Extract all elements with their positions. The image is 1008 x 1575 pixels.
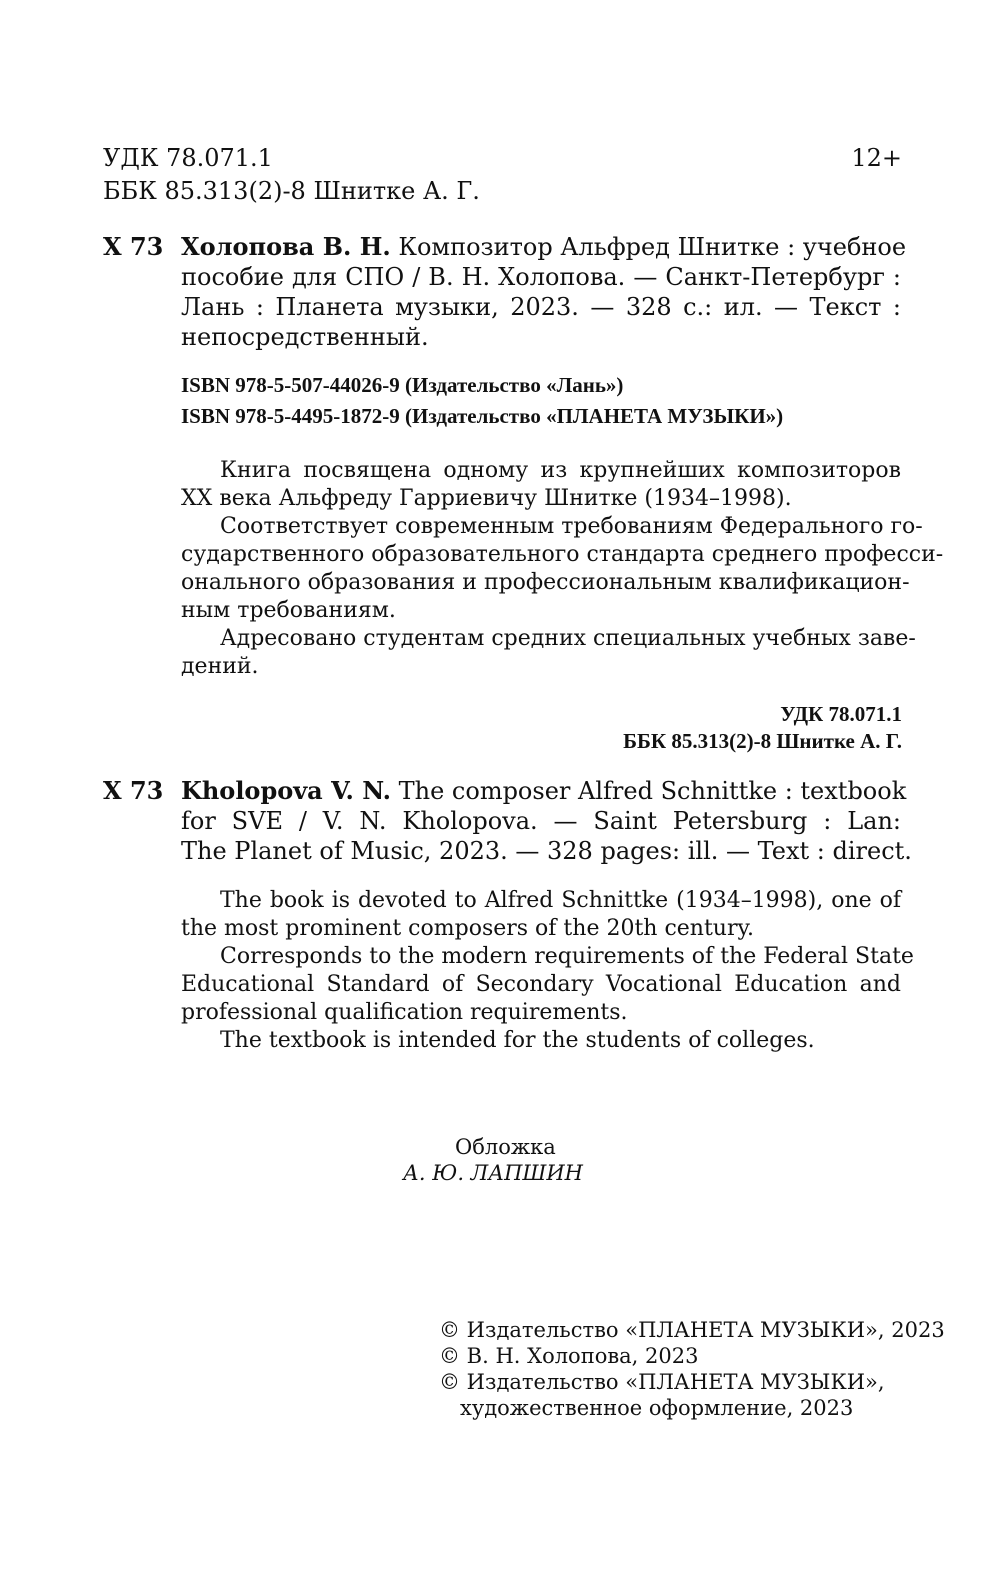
age-rating: 12+: [851, 144, 902, 172]
en-annotation: [181, 887, 914, 1055]
header-bbk: ББК 85.313(2)-8 Шнитке А. Г.: [103, 177, 480, 205]
copyright-line: © В. Н. Холопова, 2023: [439, 1344, 699, 1368]
en-annotation-line: The book is devoted to Alfred Schnittke (1934–1998), one of: [220, 888, 901, 913]
ru-entry-line-1: [181, 232, 907, 262]
ru-entry-line-2: пособие для СПО / В. Н. Холопова. — Санкт-Петербург :: [181, 263, 901, 291]
en-annotation-line: the most prominent composers of the 20th century.: [181, 916, 754, 941]
ru-entry-body: [181, 232, 907, 352]
ru-class-bbk: ББК 85.313(2)-8 Шнитке А. Г.: [623, 729, 902, 753]
ru-annotation-line: Книга посвящена одному из крупнейших композиторов: [220, 458, 901, 483]
ru-entry-line-4: непосредственный.: [181, 323, 429, 351]
ru-class-udk: УДК 78.071.1: [780, 702, 902, 726]
ru-annotation-line: XX века Альфреду Гарриевичу Шнитке (1934–1998).: [181, 486, 792, 511]
ru-annotation-line: Соответствует современным требованиям Федерального го-: [220, 514, 923, 539]
en-annotation-line: professional qualification requirements.: [181, 1000, 628, 1025]
ru-annotation-line: дений.: [181, 654, 259, 679]
isbn-planeta: ISBN 978-5-4495-1872-9 (Издательство «ПЛАНЕТА МУЗЫКИ»): [181, 404, 784, 428]
cover-designer: А. Ю. ЛАПШИН: [403, 1161, 583, 1185]
ru-entry-title: Композитор Альфред Шнитке : учебное: [398, 233, 907, 261]
copyright-line: © Издательство «ПЛАНЕТА МУЗЫКИ», 2023: [439, 1318, 945, 1342]
ru-entry-line-3: Лань : Планета музыки, 2023. — 328 с.: ил. — Текст :: [181, 293, 901, 321]
ru-entry-code: Х 73: [103, 232, 164, 261]
en-annotation-line: Educational Standard of Secondary Vocational Education and: [181, 972, 901, 997]
isbn-lan: ISBN 978-5-507-44026-9 (Издательство «Лань»): [181, 373, 624, 397]
cover-label: Обложка: [455, 1135, 556, 1159]
en-entry-line-1: [181, 776, 907, 806]
en-annotation-line: Corresponds to the modern requirements of the Federal State: [220, 944, 914, 969]
en-entry-author: Kholopova V. N.: [181, 776, 391, 805]
copyright-line: © Издательство «ПЛАНЕТА МУЗЫКИ»,: [439, 1370, 885, 1394]
copyright-line: художественное оформление, 2023: [460, 1396, 854, 1420]
en-entry-line-2: for SVE / V. N. Kholopova. — Saint Petersburg : Lan:: [181, 807, 901, 835]
header-udk: УДК 78.071.1: [103, 144, 273, 172]
en-entry-body: [181, 776, 912, 866]
ru-annotation-line: сударственного образовательного стандарта среднего професси-: [181, 542, 944, 567]
ru-entry-author: Холопова В. Н.: [181, 232, 391, 261]
ru-annotation-line: онального образования и профессиональным квалификацион-: [181, 570, 910, 595]
en-entry-line-3: The Planet of Music, 2023. — 328 pages: ill. — Text : direct.: [181, 837, 912, 865]
ru-annotation-line: Адресовано студентам средних специальных учебных заве-: [220, 626, 916, 651]
ru-annotation-line: ным требованиям.: [181, 598, 396, 623]
en-annotation-line: The textbook is intended for the students of colleges.: [220, 1028, 815, 1053]
en-entry-title: The composer Alfred Schnittke : textbook: [398, 777, 907, 805]
ru-annotation: [181, 457, 944, 681]
en-entry-code: Х 73: [103, 776, 164, 805]
